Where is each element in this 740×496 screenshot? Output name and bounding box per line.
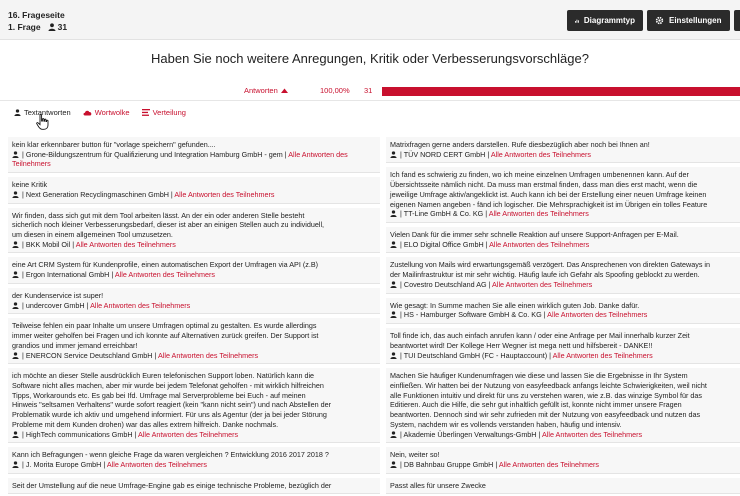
chart-type-button[interactable] — [567, 10, 643, 31]
divider — [0, 100, 740, 101]
respondent-count-value: 31 — [57, 22, 68, 32]
answer-text: Kann ich Befragungen - wenn gleiche Frage da waren vergleichen ? Entwicklung 2016 2017 2018 ? — [12, 450, 329, 460]
answer-text: Machen Sie häufiger Kundenumfragen wie diese und lassen Sie die Ergebnisse in Ihr System einfließen. Wir hatten bei der Nutzung von easyfeedback anfangs leichte Schwierigkeiten, weil nicht alle Funktionen intuitiv und direkt für uns zu verstehen waren, wie z.B. das winzige Symbol für das Editieren. Auch die Hilfe, die sehr gut inhaltlich gefüllt ist, konnte nicht immer unsere Fragen beantworten. Dennoch sind wir sehr zufrieden mit der Nutzung von easyfeedback und nutzen das System, nachdem wir es vollends verstanden haben, häufig und intensiv. — [390, 371, 707, 429]
respondent-company: ENERCON Service Deutschland GmbH — [25, 350, 153, 360]
answer-percent: 100,00% — [320, 86, 350, 95]
answer-respondent: | ENERCON Service Deutschland GmbH | Alle Antworten des Teilnehmers — [12, 351, 376, 361]
user-icon — [14, 109, 21, 116]
tab-word-cloud-label: Wortwolke — [94, 108, 130, 117]
answer-progress-bar — [382, 87, 740, 96]
respondent-company: DB Bahnbau Gruppe GmbH — [403, 459, 494, 469]
all-answers-link[interactable]: Alle Antworten des Teilnehmers — [541, 429, 643, 439]
answer-item — [8, 208, 380, 254]
chart-type-label: Diagrammtyp — [583, 16, 635, 25]
answer-respondent: | TUI Deutschland GmbH (FC - Hauptaccount) | Alle Antworten des Teilnehmers — [390, 351, 736, 361]
tab-word-cloud[interactable] — [83, 108, 130, 117]
all-answers-link[interactable]: Alle Antworten des Teilnehmers — [174, 189, 275, 199]
question-meta — [8, 22, 67, 32]
answer-text: ich möchte an dieser Stelle ausdrücklich Euren telefonischen Support loben. Natürlich kann die Software nicht alles machen, aber mir wurde bei jedem Telefonat geholfen - mit wirklich hilfreichen Tipps, Workarounds etc. Es gab bei Ifd. Umfrage mal Serverprobleme bei Euch - auf meinen Hinweis "seltsamen Verhaltens" wurde sofort reagiert (kein "kann nicht sein") und nach Abstellen der Problematik wurde ich aktiv und umgehend informiert. Für uns als Agentur (der ja bei jeder Störung Probleme mit dem Kunden drohen) war das alles extrem hilfreich. Danke nochmals. — [12, 371, 332, 429]
user-icon — [12, 151, 19, 158]
user-icon — [12, 241, 19, 248]
answer-text: Passt alles für unsere Zwecke — [390, 480, 486, 490]
answer-text: der Kundenservice ist super! — [12, 290, 104, 300]
user-icon — [390, 352, 397, 359]
respondent-company: Covestro Deutschland AG — [403, 279, 487, 289]
settings-label: Einstellungen — [669, 16, 722, 25]
user-icon — [390, 241, 397, 248]
answer-item — [386, 137, 740, 163]
all-answers-link[interactable]: Alle Antworten des Teilnehmers — [138, 429, 239, 439]
settings-button[interactable] — [647, 10, 730, 31]
answer-respondent: | TÜV NORD CERT GmbH | Alle Antworten des Teilnehmers — [390, 150, 736, 160]
all-answers-link[interactable]: Alle Antworten des Teilnehmers — [490, 149, 591, 159]
answer-text: Seit der Umstellung auf die neue Umfrage-Engine gab es einige technische Probleme, bezüglich der — [12, 480, 332, 490]
answer-item — [386, 167, 740, 223]
answer-text: Ich fand es schwierig zu finden, wo ich meine einzelnen Umfragen umbenennen kann. Auf der Übersichtsseite nämlich nicht. Da muss man erstmal finden, dass man dies erst macht, wenn die jeweilige Umfrage aktiv/angeklickt ist. Auch kann ich bei der Erstellung einer neuen Umfrage keinen eigenen Namen angeben - fänd ich logischer. Die Mehrsprachigkeit ist im Übrigen ein tolles Feature — [390, 170, 708, 209]
list-icon — [142, 109, 150, 116]
respondent-company: undercover GmbH — [25, 300, 85, 310]
user-icon — [390, 431, 397, 438]
answer-text: Wie gesagt: In Summe machen Sie alle einen wirklich guten Job. Danke dafür. — [390, 300, 640, 310]
user-icon — [390, 311, 397, 318]
answer-item — [386, 298, 740, 324]
all-answers-link[interactable]: Alle Antworten des Teilnehmers — [488, 209, 589, 219]
answer-text: kein klar erkennbarer button für "vorlage speichern" gefunden.... — [12, 140, 216, 149]
answer-text: Wir finden, dass sich gut mit dem Tool arbeiten lässt. An der ein oder anderen Stelle besteht sicherlich noch kleiner Verbesserungsbedarf, dieser ist aber an einigen Stellen auch zu individuell, um diesen in einem allgemeinen Tool umzusetzen. — [12, 210, 325, 240]
all-answers-link[interactable]: Alle Antworten des Teilnehmers — [489, 239, 590, 249]
bar-chart-icon — [575, 17, 579, 25]
answer-item — [386, 368, 740, 443]
respondent-company: TUI Deutschland GmbH (FC - Hauptaccount) — [403, 350, 548, 360]
page-label: 16. Frageseite — [8, 10, 65, 20]
user-icon — [12, 461, 19, 468]
more-button[interactable] — [734, 10, 740, 31]
user-icon — [390, 210, 397, 217]
user-icon — [390, 281, 397, 288]
respondent-company: Ergon International GmbH — [25, 270, 110, 280]
answer-text: Teilweise fehlen ein paar Inhalte um unsere Umfragen optimal zu gestalten. Es wurde allerdings immer weiter geholfen bei Fragen und ich konnte auf Alternativen zurück greifen. Der Support ist grandios und immer jemand erreichbar! — [12, 321, 319, 350]
all-answers-link[interactable]: Alle Antworten des Teilnehmers — [157, 350, 259, 360]
answer-item — [8, 447, 380, 473]
answer-item — [8, 478, 380, 495]
answer-item — [386, 328, 740, 364]
answer-respondent: | Covestro Deutschland AG | Alle Antworten des Teilnehmers — [390, 280, 736, 290]
answer-item — [386, 478, 740, 495]
all-answers-link[interactable]: Alle Antworten des Teilnehmers — [90, 300, 191, 310]
answer-item — [386, 227, 740, 253]
answer-progress-fill — [382, 87, 740, 96]
respondent-company: HighTech communications GmbH — [25, 429, 133, 439]
user-icon — [12, 431, 19, 438]
all-answers-link[interactable]: Alle Antworten des Teilnehmers — [552, 350, 653, 360]
user-icon — [390, 461, 397, 468]
answer-column-left — [8, 137, 380, 496]
answer-text: Vielen Dank für die immer sehr schnelle Reaktion auf unsere Support-Anfragen per E-Mail. — [390, 230, 679, 240]
answer-respondent: | HS - Hamburger Software GmbH & Co. KG | Alle Antworten des Teilnehmers — [390, 310, 736, 320]
question-title: Haben Sie noch weitere Anregungen, Kritik oder Verbesserungsvorschläge? — [151, 51, 589, 66]
all-answers-link[interactable]: Alle Antworten des Teilnehmers — [75, 239, 176, 249]
answer-respondent: | ELO Digital Office GmbH | Alle Antworten des Teilnehmers — [390, 240, 736, 250]
tab-distribution-label: Verteilung — [152, 108, 186, 117]
respondent-company: ELO Digital Office GmbH — [403, 239, 484, 249]
gear-icon — [655, 16, 664, 25]
user-icon — [390, 151, 397, 158]
respondent-company: BKK Mobil Oil — [25, 239, 71, 249]
respondent-count — [48, 22, 67, 32]
user-icon — [12, 352, 19, 359]
answer-item — [8, 137, 380, 173]
all-answers-link[interactable]: Alle Antworten des Teilnehmers — [114, 270, 215, 280]
all-answers-link[interactable]: Alle Antworten des Teilnehmers — [547, 310, 648, 320]
respondent-company: J. Morita Europe GmbH — [25, 459, 102, 469]
answer-respondent: | BKK Mobil Oil | Alle Antworten des Teilnehmers — [12, 240, 376, 250]
answer-respondent: | Grone-Bildungszentrum für Qualifizierung und Integration Hamburg GmbH - gem | Alle Antworten des Teilnehmers — [12, 149, 348, 169]
answer-item — [8, 318, 380, 364]
respondent-company: HS - Hamburger Software GmbH & Co. KG — [403, 310, 542, 320]
chevron-up-icon — [281, 88, 288, 93]
question-label: 1. Frage — [8, 22, 41, 32]
answer-respondent: | Ergon International GmbH | Alle Antworten des Teilnehmers — [12, 270, 376, 280]
answer-respondent: | Akademie Überlingen Verwaltungs-GmbH | Alle Antworten des Teilnehmers — [390, 430, 736, 440]
answer-text: Nein, weiter so! — [390, 450, 440, 460]
respondent-company: TT-Line GmbH & Co. KG — [403, 209, 484, 219]
respondent-company: Akademie Überlingen Verwaltungs-GmbH — [403, 429, 537, 439]
cloud-icon — [83, 109, 92, 116]
answer-text: Matrixfragen gerne anders darstellen. Rufe diesbezüglich aber noch bei Ihnen an! — [390, 140, 650, 149]
all-answers-link[interactable]: Alle Antworten des Teilnehmers — [12, 149, 348, 169]
all-answers-link[interactable]: Alle Antworten des Teilnehmers — [498, 459, 599, 469]
answer-text: eine Art CRM System für Kundenprofile, einen automatischen Export der Umfragen via API (z.B) — [12, 260, 319, 270]
user-icon — [12, 271, 19, 278]
tab-text-answers-label: Textantworten — [24, 108, 71, 117]
answer-respondent: | DB Bahnbau Gruppe GmbH | Alle Antworten des Teilnehmers — [390, 460, 736, 470]
answer-text: keine Kritik — [12, 180, 48, 190]
answer-respondent: | undercover GmbH | Alle Antworten des Teilnehmers — [12, 301, 376, 311]
user-icon — [12, 302, 19, 309]
respondent-company: TÜV NORD CERT GmbH — [403, 149, 486, 159]
hand-cursor-icon — [36, 114, 49, 130]
answers-toggle[interactable] — [244, 86, 288, 95]
tab-distribution[interactable] — [142, 108, 186, 117]
answer-respondent: | TT-Line GmbH & Co. KG | Alle Antworten des Teilnehmers — [390, 209, 736, 219]
answer-item — [386, 447, 740, 473]
answers-toggle-label: Antworten — [244, 86, 278, 95]
answer-text: Toll finde ich, das auch einfach anrufen kann / oder eine Anfrage per Mail innerhalb kurzer Zeit beantwortet wird! Der Kollege Herr Wegner ist mega nett und hilfsbereit - DANKE!! — [390, 331, 690, 350]
answer-respondent: | Next Generation Recyclingmaschinen GmbH | Alle Antworten des Teilnehmers — [12, 190, 376, 200]
user-icon — [12, 191, 19, 198]
answer-summary — [0, 85, 740, 99]
answer-text: Zustellung von Mails wird erwartungsgemäß verzögert. Das Ansprechenen von direkten Gateways in der Mailinfrastruktur ist mir sehr wichtig. Häufig laufe ich Gefahr als Spoofing geblockt zu werden. — [390, 260, 710, 280]
answer-respondent: | HighTech communications GmbH | Alle Antworten des Teilnehmers — [12, 430, 376, 440]
all-answers-link[interactable]: Alle Antworten des Teilnehmers — [106, 459, 207, 469]
answer-item — [8, 257, 380, 283]
answer-item — [386, 257, 740, 293]
answer-respondent: | J. Morita Europe GmbH | Alle Antworten des Teilnehmers — [12, 460, 376, 470]
all-answers-link[interactable]: Alle Antworten des Teilnehmers — [492, 279, 593, 289]
answer-item — [8, 368, 380, 443]
respondent-company: Grone-Bildungszentrum für Qualifizierung und Integration Hamburg GmbH - gem — [25, 149, 283, 159]
answer-item — [8, 177, 380, 203]
respondent-company: Next Generation Recyclingmaschinen GmbH — [25, 189, 169, 199]
answer-column-right — [386, 137, 740, 496]
answer-item — [8, 288, 380, 314]
answer-count: 31 — [364, 86, 373, 95]
top-bar — [0, 0, 740, 40]
user-icon — [48, 23, 56, 31]
